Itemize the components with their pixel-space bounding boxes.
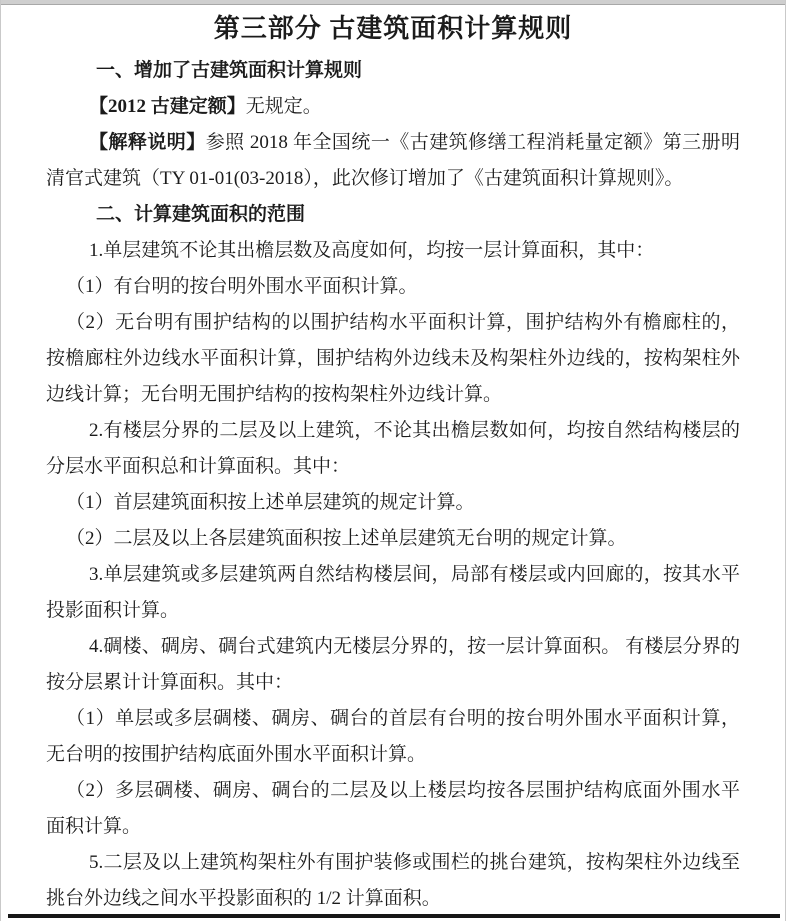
text-segment: 参照 2018 年全国统一《古建筑修缮工程消耗量定额》第三册明清官式建筑（TY 01-01(03-2018），此次修订增加了《古建筑面积计算规则》。 — [46, 132, 740, 189]
text-segment: 3.单层建筑或多层建筑两自然结构楼层间，局部有楼层或内回廊的，按其水平投影面积计算。 — [46, 564, 740, 621]
paragraph — [46, 485, 740, 521]
paragraph — [46, 305, 740, 413]
paragraph — [46, 233, 740, 269]
text-segment: 【2012 古建定额】 — [89, 96, 246, 117]
text-segment: 2.有楼层分界的二层及以上建筑，不论其出檐层数如何，均按自然结构楼层的分层水平面积总和计算面积。其中： — [46, 420, 740, 477]
paragraph — [46, 773, 740, 845]
text-segment: 【解释说明】 — [89, 132, 206, 153]
text-segment: 二、计算建筑面积的范围 — [96, 204, 306, 225]
text-segment: （1）有台明的按台明外围水平面积计算。 — [66, 276, 418, 297]
paragraph — [46, 521, 740, 557]
paragraph — [46, 53, 740, 89]
text-segment: 5.二层及以上建筑构架柱外有围护装修或围栏的挑台建筑，按构架柱外边线至挑台外边线之间水平投影面积的 1/2 计算面积。 — [46, 852, 740, 909]
paragraph — [46, 557, 740, 629]
paragraph — [46, 269, 740, 305]
page-title: 第三部分 古建筑面积计算规则 — [213, 14, 573, 43]
paragraph — [46, 845, 740, 917]
text-segment: 无规定。 — [245, 96, 322, 117]
text-segment: （2）无台明有围护结构的以围护结构水平面积计算，围护结构外有檐廊柱的，按檐廊柱外边线水平面积计算，围护结构外边线未及构架柱外边线的，按构架柱外边线计算；无台明无围护结构的按构架柱外边线计算。 — [46, 312, 740, 405]
text-segment: 1.单层建筑不论其出檐层数及高度如何，均按一层计算面积，其中： — [89, 240, 655, 261]
page-break-bar — [8, 914, 780, 918]
text-segment: 4.碉楼、碉房、碉台式建筑内无楼层分界的，按一层计算面积。 有楼层分界的按分层累计计算面积。其中： — [46, 636, 740, 693]
text-segment: （1）单层或多层碉楼、碉房、碉台的首层有台明的按台明外围水平面积计算，无台明的按围护结构底面外围水平面积计算。 — [46, 708, 740, 765]
paragraph — [46, 89, 740, 125]
paragraph — [46, 125, 740, 197]
text-segment: （2）多层碉楼、碉房、碉台的二层及以上楼层均按各层围护结构底面外围水平面积计算。 — [46, 780, 740, 837]
document-body — [1, 53, 785, 917]
paragraph — [46, 701, 740, 773]
paragraph — [46, 629, 740, 701]
text-segment: 一、增加了古建筑面积计算规则 — [96, 60, 363, 81]
paragraph — [46, 413, 740, 485]
text-segment: （1）首层建筑面积按上述单层建筑的规定计算。 — [66, 492, 475, 513]
paragraph — [46, 197, 740, 233]
text-segment: （2）二层及以上各层建筑面积按上述单层建筑无台明的规定计算。 — [66, 528, 627, 549]
